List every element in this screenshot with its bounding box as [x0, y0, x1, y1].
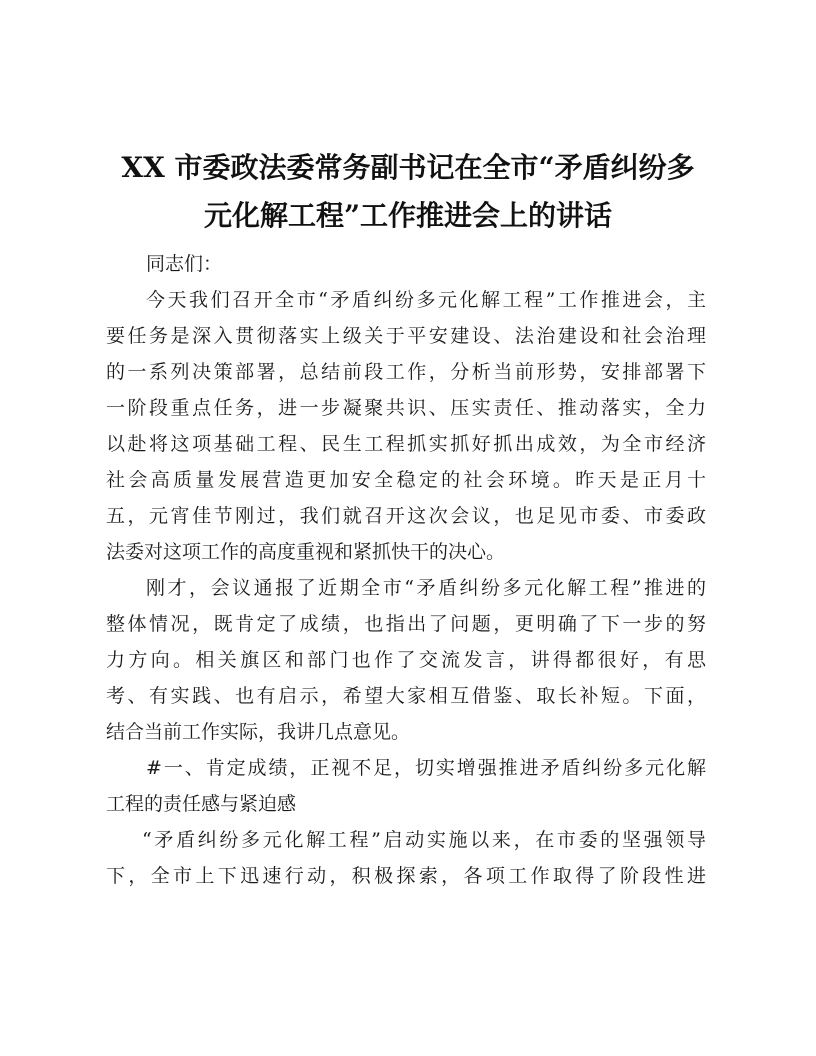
heading-line: #一、肯定成绩，正视不足，切实增强推进矛盾纠纷多元化解: [146, 757, 706, 779]
title-line: XX 市委政法委常务副书记在全市“矛盾纠纷多: [121, 151, 695, 184]
paragraph: [106, 822, 706, 894]
paragraph: [106, 282, 706, 570]
paragraph-line: 整体情况，既肯定了成绩，也指出了问题，更明确了下一步的努: [106, 613, 706, 635]
heading-line: 工程的责任感与紧迫感: [106, 793, 297, 815]
paragraph-line: 考、有实践、也有启示，希望大家相互借鉴、取长补短。下面，: [106, 685, 706, 707]
paragraph-line: 今天我们召开全市“矛盾纠纷多元化解工程”工作推进会，主: [146, 289, 706, 311]
salutation: 同志们：: [146, 253, 223, 275]
paragraph-line: 社会高质量发展营造更加安全稳定的社会环境。昨天是正月十: [106, 469, 706, 491]
paragraph-line: 一阶段重点任务，进一步凝聚共识、压实责任、推动落实，全力: [106, 397, 706, 419]
paragraph: [106, 570, 706, 750]
paragraph-line: “矛盾纠纷多元化解工程”启动实施以来，在市委的坚强领导: [142, 829, 706, 851]
paragraph-line: 的一系列决策部署，总结前段工作，分析当前形势，安排部署下: [106, 361, 706, 383]
paragraph-line: 刚才，会议通报了近期全市“矛盾纠纷多元化解工程”推进的: [146, 577, 706, 599]
paragraph-line: 以赴将这项基础工程、民生工程抓实抓好抓出成效，为全市经济: [106, 433, 706, 455]
section-heading: [106, 750, 706, 822]
document-title: [90, 144, 726, 240]
title-line: 元化解工程”工作推进会上的讲话: [203, 199, 613, 232]
paragraph-line: 法委对这项工作的高度重视和紧抓快干的决心。: [106, 541, 506, 563]
paragraph-line: 要任务是深入贯彻落实上级关于平安建设、法治建设和社会治理: [106, 325, 706, 347]
paragraph-line: 五，元宵佳节刚过，我们就召开这次会议，也足见市委、市委政: [106, 505, 706, 527]
paragraph-line: 下，全市上下迅速行动，积极探索，各项工作取得了阶段性进: [106, 865, 706, 887]
document-body: [106, 246, 706, 894]
paragraph-line: 力方向。相关旗区和部门也作了交流发言，讲得都很好，有思: [106, 649, 706, 671]
paragraph-line: 结合当前工作实际，我讲几点意见。: [106, 721, 411, 743]
